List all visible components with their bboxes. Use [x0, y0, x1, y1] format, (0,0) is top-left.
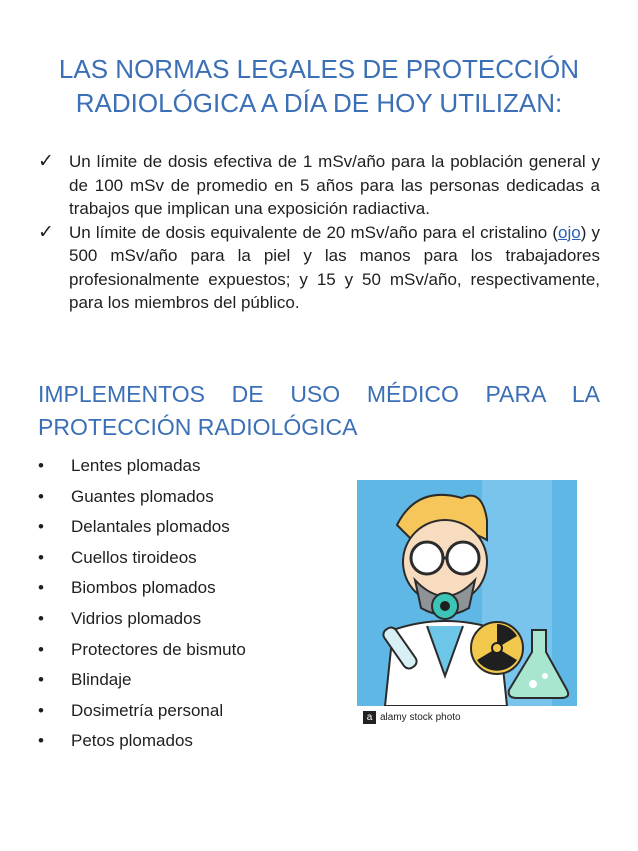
bullet-icon: •	[38, 456, 44, 475]
page-title	[40, 52, 598, 120]
list-item	[38, 635, 246, 666]
title-line-2: RADIOLÓGICA A DÍA DE HOY UTILIZAN:	[75, 88, 563, 118]
alamy-logo-icon: a	[363, 711, 376, 724]
checklist-text: Un límite de dosis efectiva de 1 mSv/año para la población general y de 100 mSv de promedio en 5 años para las personas dedicadas a trabajos que implican una exposición radiactiva.	[69, 152, 600, 218]
list-item-label: Protectores de bismuto	[71, 639, 246, 659]
list-item	[38, 451, 246, 482]
checklist-text-before: Un límite de dosis equivalente de 20 mSv/año para el cristalino (	[69, 222, 559, 242]
list-item-label: Biombos plomados	[71, 578, 216, 598]
checkmark-icon: ✓	[38, 221, 54, 243]
bullet-icon: •	[38, 517, 44, 537]
list-item-label: Dosimetría personal	[71, 700, 224, 720]
bullet-icon: •	[38, 731, 44, 751]
bullet-icon: •	[38, 670, 44, 690]
bullet-icon: •	[38, 608, 44, 628]
list-item-label: Vidrios plomados	[71, 608, 202, 628]
list-item-label: Guantes plomados	[71, 486, 214, 506]
list-item	[38, 726, 246, 757]
list-item	[38, 696, 246, 727]
bullet-icon: •	[38, 639, 44, 659]
list-item-label: Lentes plomadas	[71, 456, 201, 475]
implements-list	[38, 451, 246, 757]
bullet-icon: •	[38, 700, 44, 720]
list-item-label: Delantales plomados	[71, 517, 230, 537]
section-heading: IMPLEMENTOS DE USO MÉDICO PARA LA PROTECCIÓN RADIOLÓGICA	[38, 381, 600, 440]
ojo-link[interactable]: ojo	[558, 222, 581, 242]
checklist-item	[38, 150, 600, 221]
bullet-icon: •	[38, 547, 44, 567]
list-item	[38, 573, 246, 604]
list-item	[38, 543, 246, 574]
list-item	[38, 665, 246, 696]
list-item	[38, 482, 246, 513]
stock-watermark-bar	[357, 706, 577, 728]
checklist-item	[38, 221, 600, 315]
checklist-text-after: ) y 500 mSv/año para la piel y las manos para los trabajadores profesionalmente expuestos; y 15 y 50 mSv/año, respectivamente, para los miembros del público.	[69, 222, 600, 312]
scientist-gas-mask-illustration	[357, 480, 577, 706]
title-line-1: LAS NORMAS LEGALES DE PROTECCIÓN	[58, 54, 580, 84]
bullet-icon: •	[38, 486, 44, 506]
checkmark-icon: ✓	[38, 151, 54, 172]
list-item	[38, 512, 246, 543]
list-item	[38, 604, 246, 635]
bullet-icon: •	[38, 578, 44, 598]
radiation-protection-illustration	[357, 480, 577, 728]
stock-caption: alamy stock photo	[380, 711, 461, 723]
checklist	[38, 150, 600, 315]
list-item-label: Cuellos tiroideos	[71, 547, 197, 567]
list-item-label: Blindaje	[71, 670, 132, 690]
list-item-label: Petos plomados	[71, 731, 193, 751]
